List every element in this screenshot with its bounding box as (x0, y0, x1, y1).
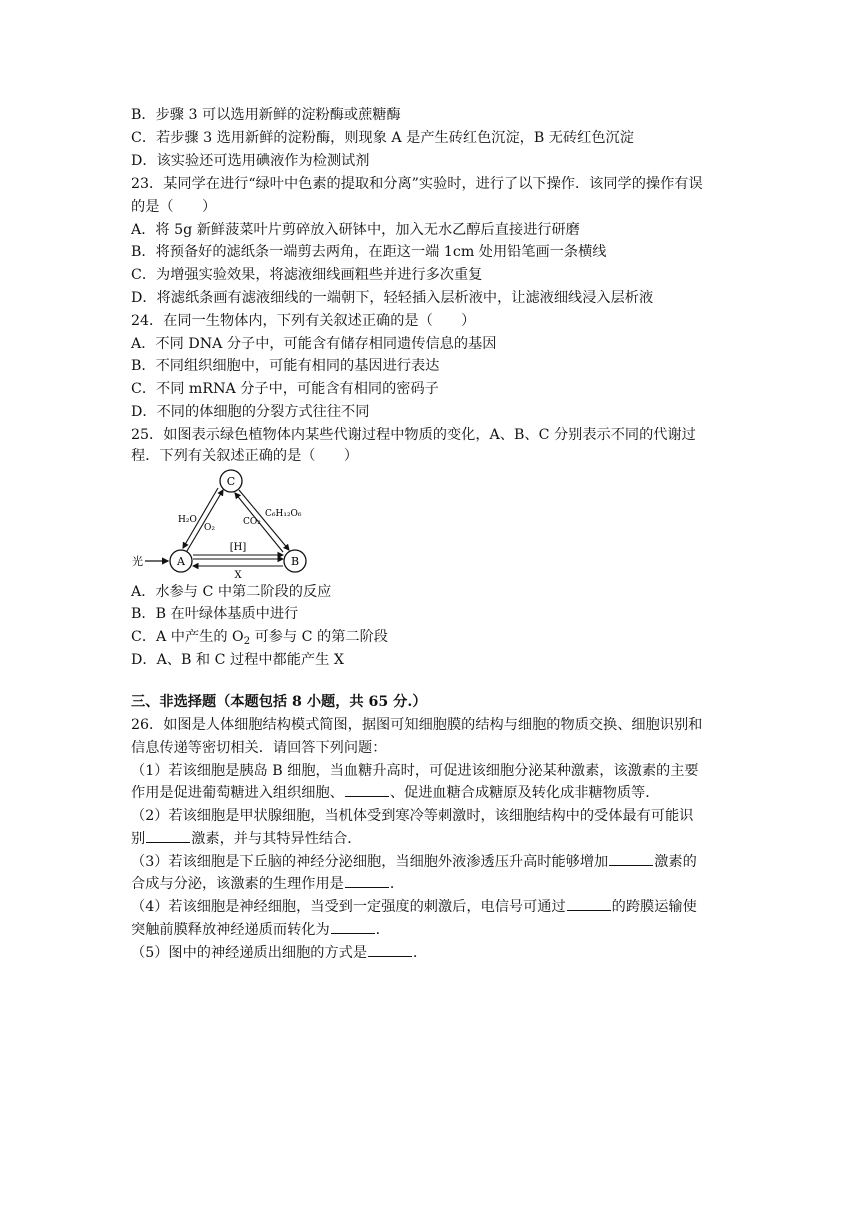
q25-stem-line2: 程．下列有关叙述正确的是（ ） (131, 448, 359, 464)
q26-line8-a: 合成与分泌，该激素的生理作用是 (131, 876, 344, 892)
q25-stem-line1: 25．如图表示绿色植物体内某些代谢过程中物质的变化，A、B、C 分别表示不同的代谢过 (131, 427, 696, 443)
q22-option-c: C．若步骤 3 选用新鲜的淀粉酶，则现象 A 是产生砖红色沉淀，B 无砖红色沉淀 (131, 130, 634, 146)
q26-line10-b: ． (375, 922, 390, 938)
q24-option-b: B．不同组织细胞中，可能有相同的基因进行表达 (131, 358, 440, 374)
q26-line10 (131, 920, 390, 940)
q26-line2: 信息传递等密切相关．请回答下列问题： (131, 740, 387, 756)
q26-line7-a: （3）若该细胞是下丘脑的神经分泌细胞，当细胞外液渗透压升高时能够增加 (131, 854, 609, 870)
x-label: X (234, 570, 242, 581)
q25-option-c-sub: 2 (243, 636, 251, 647)
co2-label: CO₂ (243, 517, 261, 527)
q26-line7 (131, 852, 697, 872)
node-a-label: A (177, 555, 185, 568)
answer-blank-3[interactable] (609, 853, 653, 866)
answer-blank-7[interactable] (368, 944, 412, 957)
q26-line7-b: 激素的 (654, 854, 697, 870)
node-b-label: B (290, 555, 300, 568)
q22-option-b: B．步骤 3 可以选用新鲜的淀粉酶或蔗糖酶 (131, 107, 401, 123)
q26-line9-b: 的跨膜运输使 (611, 899, 697, 915)
metabolism-diagram (131, 465, 311, 585)
q22-option-d: D．该实验还可选用碘液作为检测试剂 (131, 153, 370, 169)
q26-line11-b: ． (413, 945, 428, 961)
q26-line9-a: （4）若该细胞是神经细胞，当受到一定强度的刺激后，电信号可通过 (131, 899, 566, 915)
q23-option-d: D．将滤纸条画有滤液细线的一端朝下，轻轻插入层析液中，让滤液细线浸入层析液 (131, 290, 654, 306)
q25-option-c (131, 627, 388, 647)
q26-line9 (131, 897, 697, 917)
q26-line6-b: 激素，并与其特异性结合． (191, 831, 362, 847)
q26-line8-b: ． (389, 876, 405, 892)
q26-line4 (131, 783, 659, 803)
q26-line6 (131, 829, 361, 849)
light-label: 光 (132, 555, 143, 568)
q23-stem-line1: 23．某同学在进行“绿叶中色素的提取和分离”实验时，进行了以下操作．该同学的操作有误 (131, 176, 703, 192)
q26-line1: 26．如图是人体细胞结构模式简图，据图可知细胞膜的结构与细胞的物质交换、细胞识别和 (131, 717, 703, 733)
answer-blank-4[interactable] (345, 875, 389, 888)
q26-line11-a: （5）图中的神经递质出细胞的方式是 (131, 945, 368, 961)
node-c-label: C (226, 475, 236, 488)
q23-option-b: B．将预备好的滤纸条一端剪去两角，在距这一端 1cm 处用铅笔画一条横线 (131, 244, 607, 260)
q26-line11 (131, 943, 427, 963)
answer-blank-5[interactable] (567, 898, 611, 911)
o2-label: O₂ (204, 523, 215, 533)
q26-line10-a: 突触前膜释放神经递质而转化为 (131, 922, 330, 938)
q26-line5: （2）若该细胞是甲状腺细胞，当机体受到寒冷等刺激时，该细胞结构中的受体最有可能识 (131, 808, 694, 824)
answer-blank-2[interactable] (146, 830, 190, 843)
answer-blank-1[interactable] (345, 784, 389, 797)
q26-line4-a: 作用是促进葡萄糖进入组织细胞、 (131, 785, 344, 801)
q23-stem-line2: 的是（ ） (131, 199, 217, 215)
q26-line3: （1）若该细胞是胰岛 B 细胞，当血糖升高时，可促进该细胞分泌某种激素，该激素的主要 (131, 763, 699, 779)
q23-option-a: A．将 5g 新鲜菠菜叶片剪碎放入研钵中，加入无水乙醇后直接进行研磨 (131, 222, 580, 238)
section-3-heading: 三、非选择题（本题包括 8 小题，共 65 分.） (131, 694, 427, 710)
q25-option-c-post: 可参与 C 的第二阶段 (250, 629, 388, 645)
h2o-label: H₂O (178, 515, 197, 525)
glucose-label: C₆H₁₂O₆ (265, 509, 302, 519)
q26-line6-a: 别 (131, 831, 146, 847)
q26-line4-b: 、促进血糖合成糖原及转化成非糖物质等． (389, 785, 660, 801)
q24-option-d: D．不同的体细胞的分裂方式往往不同 (131, 404, 370, 420)
q25-option-b: B．B 在叶绿体基质中进行 (131, 606, 299, 622)
h-label: [H] (229, 542, 247, 553)
q25-option-d: D．A、B 和 C 过程中都能产生 X (131, 652, 344, 668)
q25-option-c-pre: C．A 中产生的 O (131, 629, 244, 645)
q24-stem: 24．在同一生物体内，下列有关叙述正确的是（ ） (131, 313, 476, 329)
q24-option-a: A．不同 DNA 分子中，可能含有储存相同遗传信息的基因 (131, 336, 497, 352)
q26-line8 (131, 874, 404, 894)
q24-option-c: C．不同 mRNA 分子中，可能含有相同的密码子 (131, 381, 439, 397)
answer-blank-6[interactable] (331, 921, 375, 934)
q25-option-a: A．水参与 C 中第二阶段的反应 (131, 584, 332, 600)
q23-option-c: C．为增强实验效果，将滤液细线画粗些并进行多次重复 (131, 267, 483, 283)
